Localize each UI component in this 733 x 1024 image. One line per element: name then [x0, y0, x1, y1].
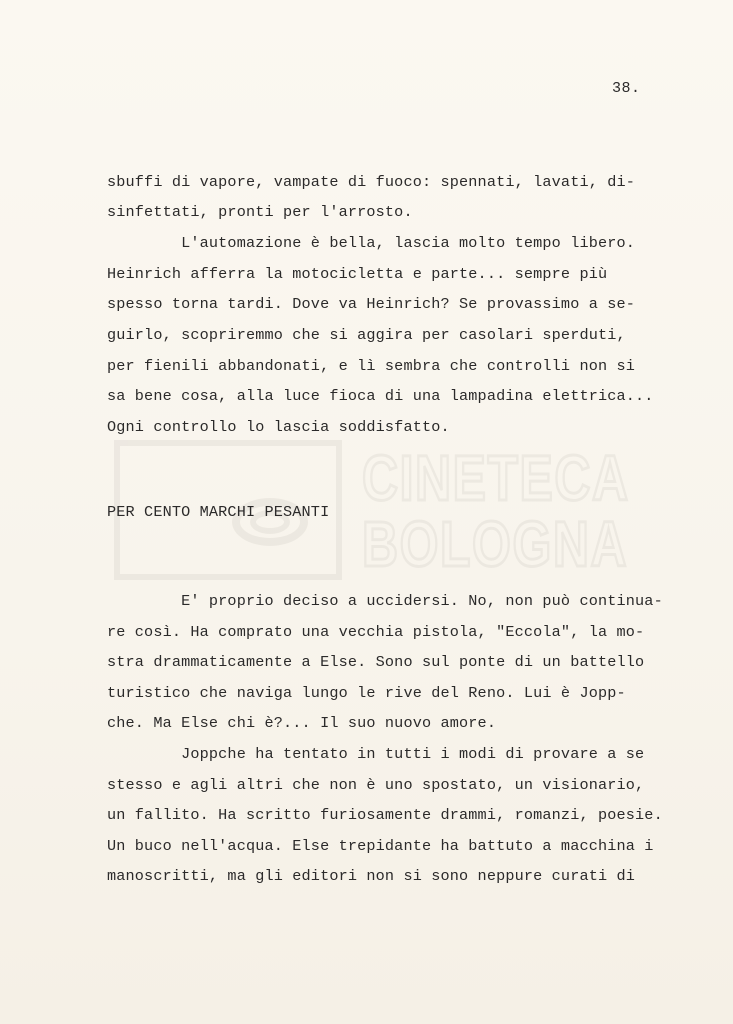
text-line: E' proprio deciso a uccidersi. No, non può continua-	[107, 592, 663, 610]
section-heading: PER CENTO MARCHI PESANTI	[107, 503, 330, 521]
watermark-line-1: CINETECA	[362, 442, 630, 514]
text-line: Heinrich afferra la motocicletta e parte... sempre più	[107, 265, 608, 283]
text-line: per fienili abbandonati, e lì sembra che controlli non si	[107, 357, 636, 375]
text-line: sinfettati, pronti per l'arrosto.	[107, 203, 413, 221]
text-line: guirlo, scopriremmo che si aggira per casolari sperduti,	[107, 326, 626, 344]
text-line: sbuffi di vapore, vampate di fuoco: spennati, lavati, di-	[107, 173, 636, 191]
text-line: turistico che naviga lungo le rive del Reno. Lui è Jopp-	[107, 684, 626, 702]
text-line: Un buco nell'acqua. Else trepidante ha battuto a macchina i	[107, 837, 654, 855]
text-line: Joppche ha tentato in tutti i modi di provare a se	[107, 745, 645, 763]
text-line: re così. Ha comprato una vecchia pistola, "Eccola", la mo-	[107, 623, 645, 641]
text-line: Ogni controllo lo lascia soddisfatto.	[107, 418, 450, 436]
text-line: manoscritti, ma gli editori non si sono neppure curati di	[107, 867, 636, 885]
text-line: stesso e agli altri che non è uno spostato, un visionario,	[107, 776, 645, 794]
text-line: spesso torna tardi. Dove va Heinrich? Se provassimo a se-	[107, 295, 636, 313]
page-number: 38.	[612, 80, 641, 97]
text-line: stra drammaticamente a Else. Sono sul ponte di un battello	[107, 653, 645, 671]
text-line: che. Ma Else chi è?... Il suo nuovo amore.	[107, 714, 497, 732]
text-line: L'automazione è bella, lascia molto tempo libero.	[107, 234, 636, 252]
watermark-line-2: BOLOGNA	[362, 508, 629, 580]
text-line: un fallito. Ha scritto furiosamente drammi, romanzi, poesie.	[107, 806, 663, 824]
text-line: sa bene cosa, alla luce fioca di una lampadina elettrica...	[107, 387, 654, 405]
